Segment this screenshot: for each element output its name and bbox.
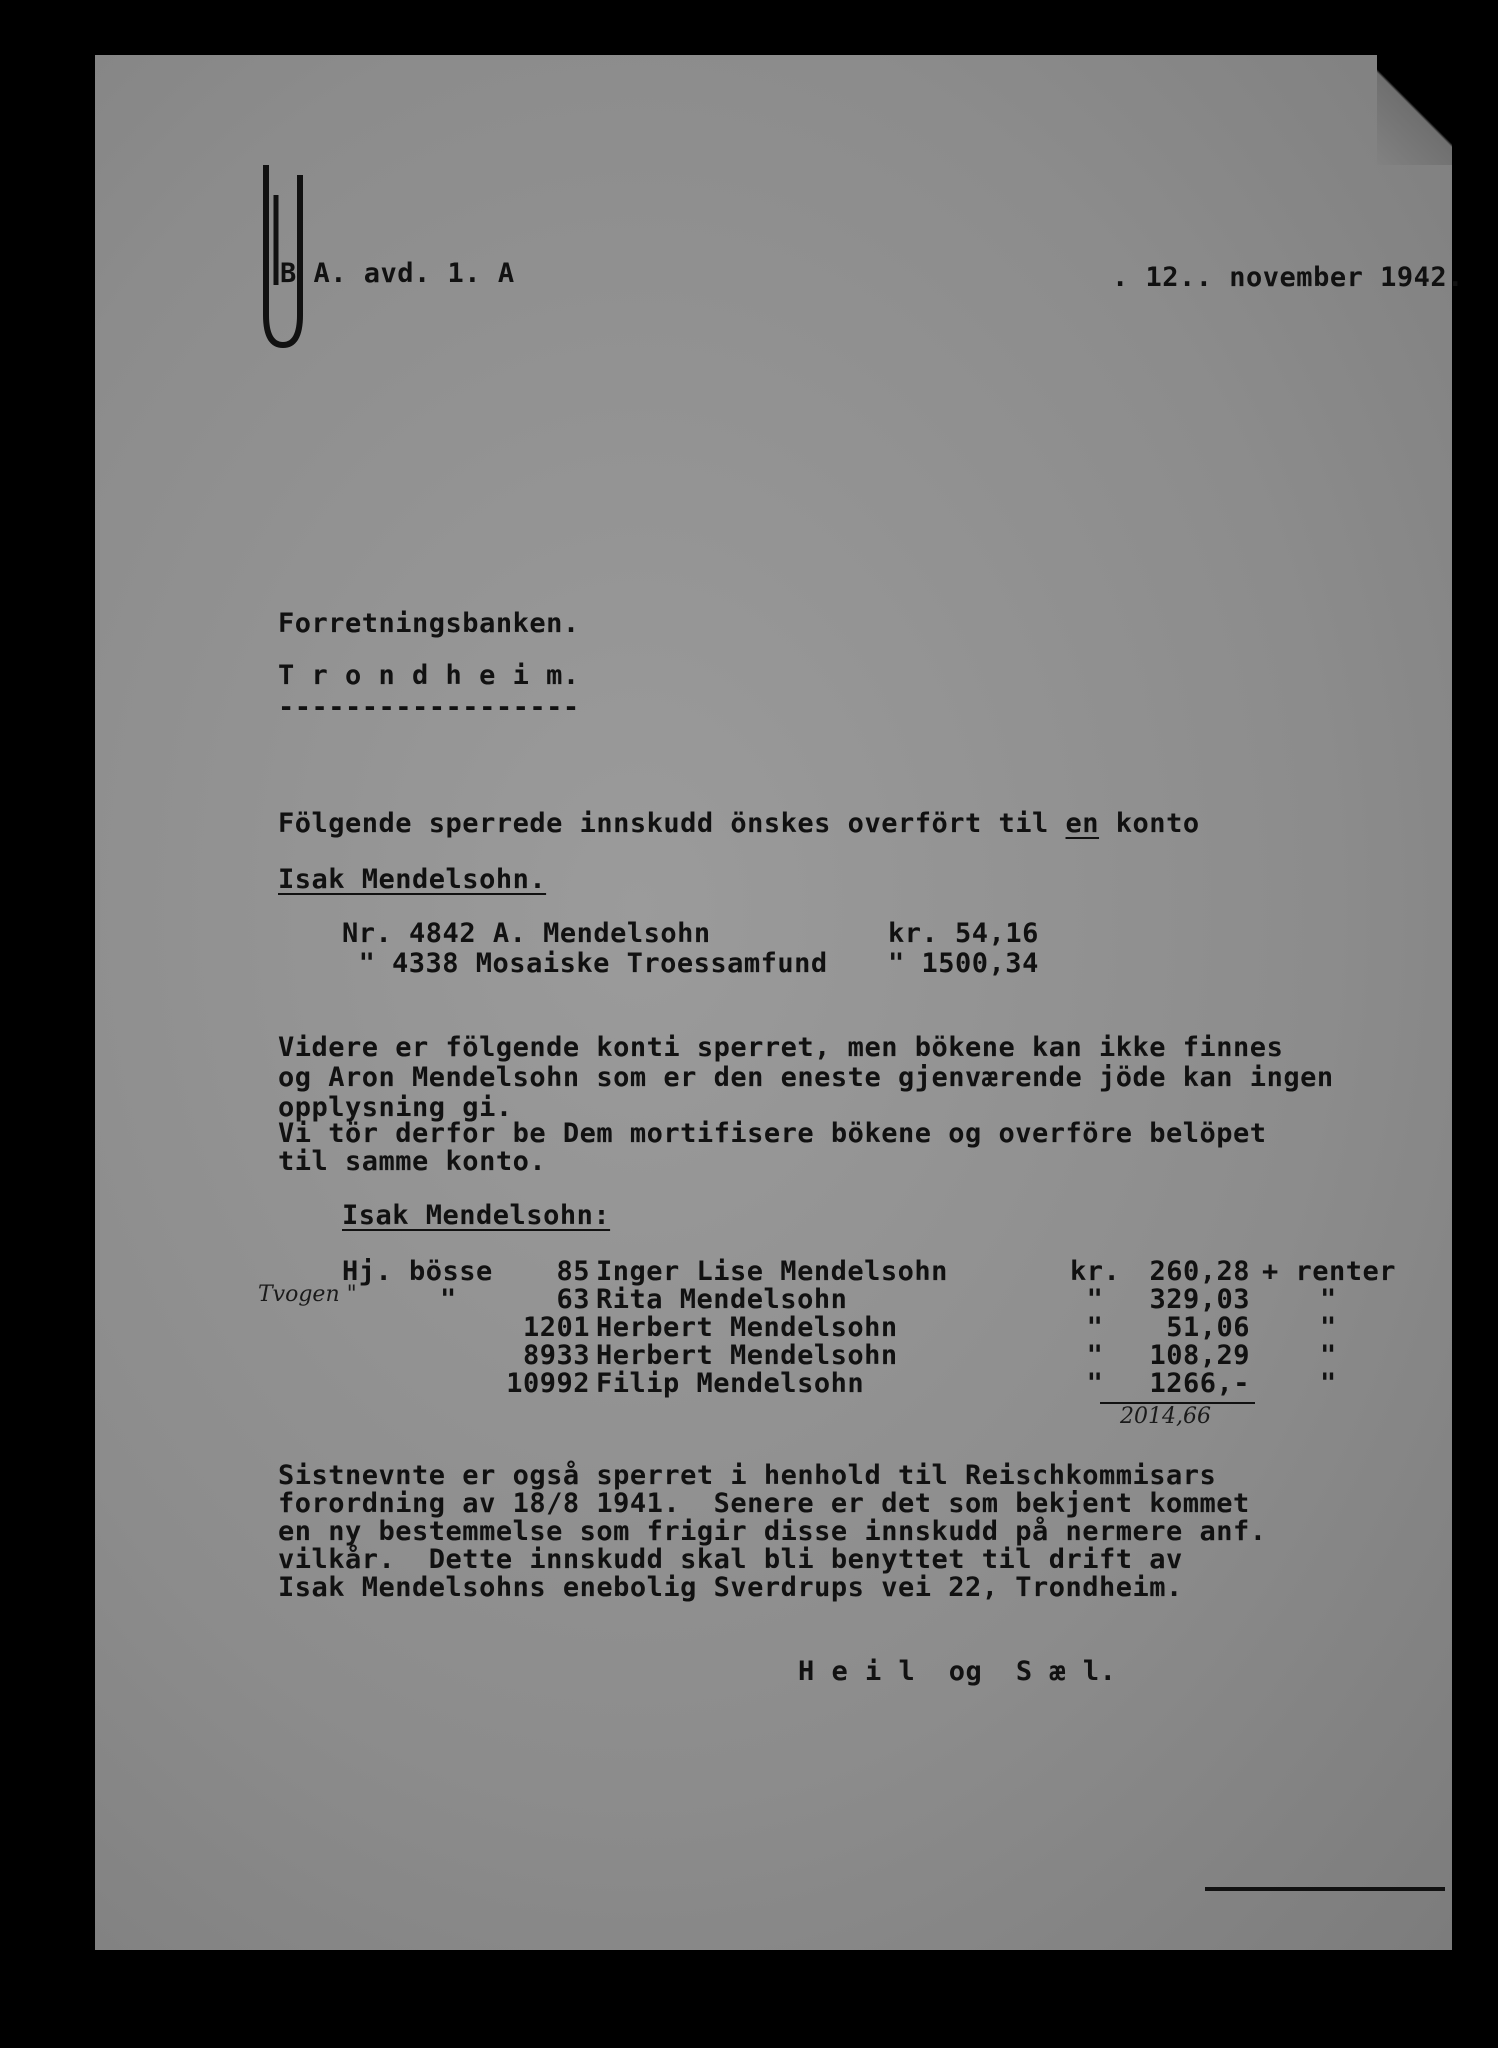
account-number: 4338	[392, 948, 460, 979]
account-currency: "	[888, 948, 905, 979]
savings-currency: kr.	[1070, 1256, 1121, 1287]
savings-number: 63	[556, 1284, 590, 1315]
savings-currency: "	[1086, 1312, 1104, 1343]
recipient-underline: ------------------	[278, 692, 580, 723]
savings-currency: "	[1086, 1340, 1104, 1371]
savings-type: "	[440, 1284, 457, 1315]
savings-amount: 51,06	[1166, 1312, 1250, 1343]
account-name: Mosaiske Troessamfund	[475, 948, 828, 979]
account-holder: Isak Mendelsohn.	[278, 864, 547, 895]
account-name: A. Mendelsohn	[492, 918, 711, 949]
bottom-rule	[1205, 1887, 1445, 1891]
account-number: 4842	[409, 918, 477, 949]
para3-line-3: en ny bestemmelse som frigir disse innskudd på nermere anf.	[278, 1516, 1267, 1547]
para3-line-2: forordning av 18/8 1941. Senere er det som bekjent kommet	[278, 1488, 1250, 1519]
account-row-1	[342, 918, 711, 949]
para2-line-1: Videre er fölgende konti sperret, men bökene kan ikke finnes	[278, 1032, 1284, 1063]
para2-line-4: Vi tör derfor be Dem mortifisere bökene og overföre belöpet	[278, 1118, 1267, 1149]
account-amount-2	[888, 948, 1039, 979]
savings-number: 8933	[522, 1340, 590, 1371]
account-amount-1	[888, 918, 1039, 949]
intro-line	[278, 808, 1200, 839]
savings-type: Hj. bösse	[342, 1256, 493, 1287]
account-prefix: Nr.	[342, 918, 393, 949]
savings-note: "	[1320, 1368, 1337, 1399]
savings-name: Herbert Mendelsohn	[596, 1340, 898, 1371]
intro-text: Fölgende sperrede innskudd önskes overfört til	[278, 808, 1049, 839]
savings-name: Rita Mendelsohn	[596, 1284, 848, 1315]
para2-line-3: opplysning gi.	[278, 1092, 513, 1123]
account-row-2	[342, 948, 828, 979]
intro-end: konto	[1115, 808, 1200, 839]
savings-name: Filip Mendelsohn	[596, 1368, 865, 1399]
recipient-name: Forretningsbanken.	[278, 608, 580, 639]
savings-currency: "	[1086, 1368, 1104, 1399]
savings-note: "	[1320, 1340, 1337, 1371]
handwritten-margin-note: Tvogen "	[258, 1282, 357, 1307]
account-amount: 1500,34	[921, 948, 1039, 979]
account-amount: 54,16	[955, 918, 1039, 949]
folded-corner	[1377, 55, 1452, 165]
para3-line-1: Sistnevnte er også sperret i henhold til Reischkommisars	[278, 1460, 1217, 1491]
para2-line-5: til samme konto.	[278, 1146, 547, 1177]
header-date: . 12.. november 1942.	[1112, 262, 1464, 293]
intro-emphasis: en	[1065, 808, 1100, 839]
savings-amount: 108,29	[1149, 1340, 1250, 1371]
account-prefix: "	[358, 948, 376, 979]
savings-note: "	[1320, 1284, 1337, 1315]
savings-number: 1201	[522, 1312, 590, 1343]
savings-amount: 329,03	[1149, 1284, 1250, 1315]
savings-number: 85	[556, 1256, 590, 1287]
header-reference: B A. avd. 1. A	[280, 258, 515, 289]
savings-name: Herbert Mendelsohn	[596, 1312, 898, 1343]
savings-number: 10992	[506, 1368, 590, 1399]
savings-amount: 1266,-	[1149, 1368, 1250, 1399]
savings-note: + renter	[1262, 1256, 1397, 1287]
para3-line-4: vilkår. Dette innskudd skal bli benyttet til drift av	[278, 1544, 1183, 1575]
savings-amount: 260,28	[1149, 1256, 1250, 1287]
account-currency: kr.	[888, 918, 939, 949]
savings-currency: "	[1086, 1284, 1104, 1315]
handwritten-total: 2014,66	[1120, 1404, 1211, 1429]
para2-line-2: og Aron Mendelsohn som er den eneste gjenværende jöde kan ingen	[278, 1062, 1334, 1093]
savings-note: "	[1320, 1312, 1337, 1343]
para3-line-5: Isak Mendelsohns enebolig Sverdrups vei 22, Trondheim.	[278, 1572, 1183, 1603]
recipient-city: T r o n d h e i m.	[278, 660, 580, 691]
savings-subheading: Isak Mendelsohn:	[342, 1200, 611, 1231]
closing-salutation: H e i l og S æ l.	[798, 1656, 1117, 1687]
savings-name: Inger Lise Mendelsohn	[596, 1256, 948, 1287]
